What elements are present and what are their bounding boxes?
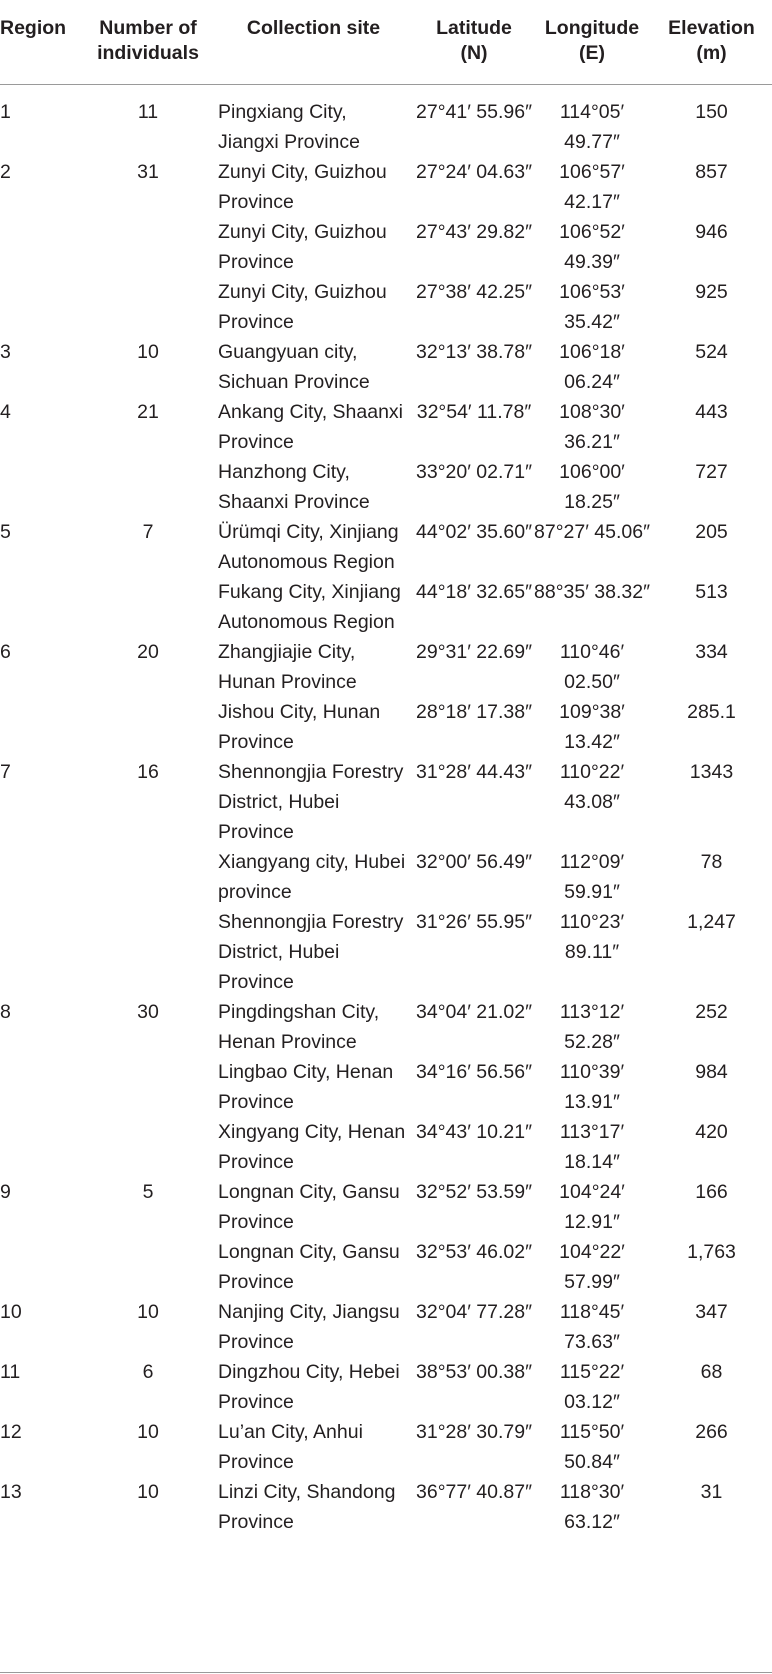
latitude-cell: 32°04′ 77.28″	[416, 1300, 532, 1323]
region-cell: 2	[0, 160, 11, 183]
individuals-cell: 10	[137, 1420, 159, 1443]
individuals-cell	[84, 277, 212, 337]
longitude-cell: 118°45′ 73.63″	[559, 1300, 625, 1353]
latitude-cell: 31°28′ 30.79″	[416, 1420, 532, 1443]
latitude-cell: 28°18′ 17.38″	[416, 700, 532, 723]
individuals-cell: 30	[137, 1000, 159, 1023]
longitude-cell: 113°17′ 18.14″	[559, 1120, 625, 1173]
individuals-cell	[84, 847, 212, 907]
longitude-cell: 110°22′ 43.08″	[559, 760, 625, 813]
table-row	[0, 277, 772, 337]
collection-site-cell: Guangyuan city, Sichuan Province	[218, 340, 370, 393]
region-cell	[0, 277, 84, 337]
region-cell	[0, 217, 84, 277]
table-row	[0, 847, 772, 907]
collection-site-cell: Xiangyang city, Hubei province	[218, 850, 406, 903]
individuals-cell	[84, 1057, 212, 1117]
elevation-cell: 68	[700, 1360, 723, 1383]
elevation-cell: 205	[695, 520, 728, 543]
latitude-cell: 29°31′ 22.69″	[416, 640, 532, 663]
collection-site-cell: Ankang City, Shaanxi Province	[218, 400, 403, 453]
header-latitude-line2: (N)	[460, 42, 488, 64]
individuals-cell: 6	[142, 1360, 154, 1383]
individuals-cell: 5	[142, 1180, 154, 1203]
individuals-cell: 7	[142, 520, 154, 543]
individuals-cell: 20	[137, 640, 159, 663]
header-latitude	[415, 0, 533, 84]
header-individuals-line1: Number of	[99, 17, 197, 39]
region-cell: 4	[0, 400, 11, 423]
longitude-cell: 87°27′ 45.06″	[534, 520, 650, 543]
longitude-cell: 104°24′ 12.91″	[559, 1180, 625, 1233]
elevation-cell: 1,763	[687, 1240, 736, 1263]
longitude-cell: 106°53′ 35.42″	[559, 280, 625, 333]
region-cell: 8	[0, 1000, 11, 1023]
elevation-cell: 925	[695, 280, 728, 303]
region-cell	[0, 1237, 84, 1297]
table-row	[0, 457, 772, 517]
individuals-cell: 10	[137, 1480, 159, 1503]
table-row	[0, 1417, 772, 1477]
latitude-cell: 34°43′ 10.21″	[416, 1120, 532, 1143]
elevation-cell: 252	[695, 1000, 728, 1023]
table-row	[0, 397, 772, 457]
table-row	[0, 1237, 772, 1297]
table-row	[0, 1357, 772, 1417]
collection-site-cell: Pingdingshan City, Henan Province	[218, 1000, 380, 1053]
table-bottom-rule	[0, 1672, 772, 1673]
individuals-cell	[84, 217, 212, 277]
longitude-cell: 112°09′ 59.91″	[559, 850, 625, 903]
longitude-cell: 115°22′ 03.12″	[559, 1360, 625, 1413]
header-elevation	[651, 0, 772, 84]
table-row	[0, 577, 772, 637]
region-cell	[0, 1057, 84, 1117]
table-row	[0, 84, 772, 157]
collection-site-cell: Pingxiang City, Jiangxi Province	[218, 100, 360, 153]
region-cell: 3	[0, 340, 11, 363]
latitude-cell: 32°13′ 38.78″	[416, 340, 532, 363]
latitude-cell: 33°20′ 02.71″	[416, 460, 532, 483]
latitude-cell: 44°02′ 35.60″	[416, 520, 532, 543]
collection-site-cell: Hanzhong City, Shaanxi Province	[218, 460, 370, 513]
table-row	[0, 157, 772, 217]
collection-site-cell: Longnan City, Gansu Province	[218, 1240, 400, 1293]
longitude-cell: 109°38′ 13.42″	[559, 700, 625, 753]
latitude-cell: 31°26′ 55.95″	[416, 910, 532, 933]
region-cell: 6	[0, 640, 11, 663]
longitude-cell: 110°23′ 89.11″	[559, 910, 625, 963]
table-row	[0, 997, 772, 1057]
region-cell: 10	[0, 1300, 22, 1323]
collection-site-cell: Zunyi City, Guizhou Province	[218, 280, 387, 333]
collection-site-cell: Linzi City, Shandong Province	[218, 1480, 396, 1533]
header-longitude	[533, 0, 651, 84]
collection-site-cell: Lu’an City, Anhui Province	[218, 1420, 363, 1473]
elevation-cell: 1343	[689, 760, 734, 783]
collection-site-cell: Shennongjia Forestry District, Hubei Province	[218, 760, 404, 843]
elevation-cell: 420	[695, 1120, 728, 1143]
longitude-cell: 115°50′ 50.84″	[559, 1420, 625, 1473]
table-row	[0, 907, 772, 997]
elevation-cell: 443	[695, 400, 728, 423]
latitude-cell: 38°53′ 00.38″	[416, 1360, 532, 1383]
collection-site-cell: Nanjing City, Jiangsu Province	[218, 1300, 400, 1353]
elevation-cell: 31	[700, 1480, 723, 1503]
elevation-cell: 78	[700, 850, 723, 873]
region-cell	[0, 577, 84, 637]
table-row	[0, 697, 772, 757]
header-longitude-line1: Longitude	[544, 17, 640, 39]
header-region: Region	[0, 0, 84, 84]
latitude-cell: 44°18′ 32.65″	[416, 580, 532, 603]
collection-site-cell: Fukang City, Xinjiang Autonomous Region	[218, 580, 401, 633]
collection-site-cell: Ürümqi City, Xinjiang Autonomous Region	[218, 520, 399, 573]
header-latitude-line1: Latitude	[436, 17, 512, 39]
header-longitude-line2: (E)	[579, 42, 605, 64]
latitude-cell: 27°38′ 42.25″	[416, 280, 532, 303]
region-cell	[0, 1117, 84, 1177]
latitude-cell: 27°24′ 04.63″	[416, 160, 532, 183]
longitude-cell: 106°18′ 06.24″	[559, 340, 625, 393]
longitude-cell: 108°30′ 36.21″	[559, 400, 625, 453]
elevation-cell: 334	[695, 640, 728, 663]
individuals-cell	[84, 1237, 212, 1297]
table-row	[0, 1057, 772, 1117]
collection-site-cell: Longnan City, Gansu Province	[218, 1180, 400, 1233]
table-body	[0, 84, 772, 1537]
individuals-cell	[84, 577, 212, 637]
latitude-cell: 27°41′ 55.96″	[416, 100, 532, 123]
elevation-cell: 166	[695, 1180, 728, 1203]
elevation-cell: 285.1	[687, 700, 736, 723]
longitude-cell: 106°57′ 42.17″	[559, 160, 625, 213]
longitude-cell: 114°05′ 49.77″	[559, 100, 625, 153]
latitude-cell: 32°53′ 46.02″	[416, 1240, 532, 1263]
table-row	[0, 217, 772, 277]
header-elevation-line2: (m)	[696, 42, 727, 64]
individuals-cell	[84, 907, 212, 997]
individuals-cell	[84, 1117, 212, 1177]
elevation-cell: 524	[695, 340, 728, 363]
individuals-cell	[84, 697, 212, 757]
table-row	[0, 757, 772, 847]
latitude-cell: 32°52′ 53.59″	[416, 1180, 532, 1203]
elevation-cell: 727	[695, 460, 728, 483]
elevation-cell: 984	[695, 1060, 728, 1083]
table-row	[0, 1177, 772, 1237]
collection-site-cell: Xingyang City, Henan Province	[218, 1120, 406, 1173]
longitude-cell: 110°46′ 02.50″	[559, 640, 625, 693]
table-row	[0, 637, 772, 697]
table-row	[0, 337, 772, 397]
individuals-cell: 21	[137, 400, 159, 423]
longitude-cell: 106°00′ 18.25″	[559, 460, 625, 513]
longitude-cell: 118°30′ 63.12″	[559, 1480, 625, 1533]
collection-site-cell: Zhangjiajie City, Hunan Province	[218, 640, 357, 693]
region-cell: 1	[0, 100, 11, 123]
region-cell	[0, 847, 84, 907]
collection-site-cell: Dingzhou City, Hebei Province	[218, 1360, 400, 1413]
individuals-cell: 10	[137, 1300, 159, 1323]
header-individuals-line2: individuals	[97, 42, 199, 64]
elevation-cell: 513	[695, 580, 728, 603]
region-cell: 13	[0, 1480, 22, 1503]
collection-site-cell: Jishou City, Hunan Province	[218, 700, 381, 753]
elevation-cell: 150	[695, 100, 728, 123]
table-row	[0, 517, 772, 577]
region-cell: 9	[0, 1180, 11, 1203]
elevation-cell: 946	[695, 220, 728, 243]
collection-site-cell: Shennongjia Forestry District, Hubei Province	[218, 910, 404, 993]
collection-site-cell: Lingbao City, Henan Province	[218, 1060, 394, 1113]
latitude-cell: 31°28′ 44.43″	[416, 760, 532, 783]
collection-site-cell: Zunyi City, Guizhou Province	[218, 160, 387, 213]
latitude-cell: 36°77′ 40.87″	[416, 1480, 532, 1503]
elevation-cell: 857	[695, 160, 728, 183]
region-cell	[0, 697, 84, 757]
region-cell: 11	[0, 1360, 21, 1383]
header-individuals	[84, 0, 212, 84]
region-cell: 5	[0, 520, 11, 543]
elevation-cell: 347	[695, 1300, 728, 1323]
region-cell: 12	[0, 1420, 22, 1443]
region-cell	[0, 457, 84, 517]
latitude-cell: 34°04′ 21.02″	[416, 1000, 532, 1023]
individuals-cell: 11	[137, 100, 159, 123]
table-row	[0, 1297, 772, 1357]
table-row	[0, 1477, 772, 1537]
individuals-cell: 16	[137, 760, 159, 783]
region-cell	[0, 907, 84, 997]
longitude-cell: 110°39′ 13.91″	[559, 1060, 625, 1113]
longitude-cell: 88°35′ 38.32″	[534, 580, 650, 603]
individuals-cell: 31	[137, 160, 159, 183]
longitude-cell: 106°52′ 49.39″	[559, 220, 625, 273]
table-header	[0, 0, 772, 84]
header-elevation-line1: Elevation	[668, 17, 755, 39]
latitude-cell: 27°43′ 29.82″	[416, 220, 532, 243]
header-site: Collection site	[212, 0, 415, 84]
individuals-cell	[84, 457, 212, 517]
latitude-cell: 32°00′ 56.49″	[416, 850, 532, 873]
collection-site-cell: Zunyi City, Guizhou Province	[218, 220, 387, 273]
longitude-cell: 113°12′ 52.28″	[559, 1000, 625, 1053]
longitude-cell: 104°22′ 57.99″	[559, 1240, 625, 1293]
elevation-cell: 266	[695, 1420, 728, 1443]
latitude-cell: 34°16′ 56.56″	[416, 1060, 532, 1083]
header-row	[0, 0, 772, 84]
table-row	[0, 1117, 772, 1177]
latitude-cell: 32°54′ 11.78″	[416, 400, 532, 423]
individuals-cell: 10	[137, 340, 159, 363]
elevation-cell: 1,247	[687, 910, 736, 933]
region-cell: 7	[0, 760, 11, 783]
